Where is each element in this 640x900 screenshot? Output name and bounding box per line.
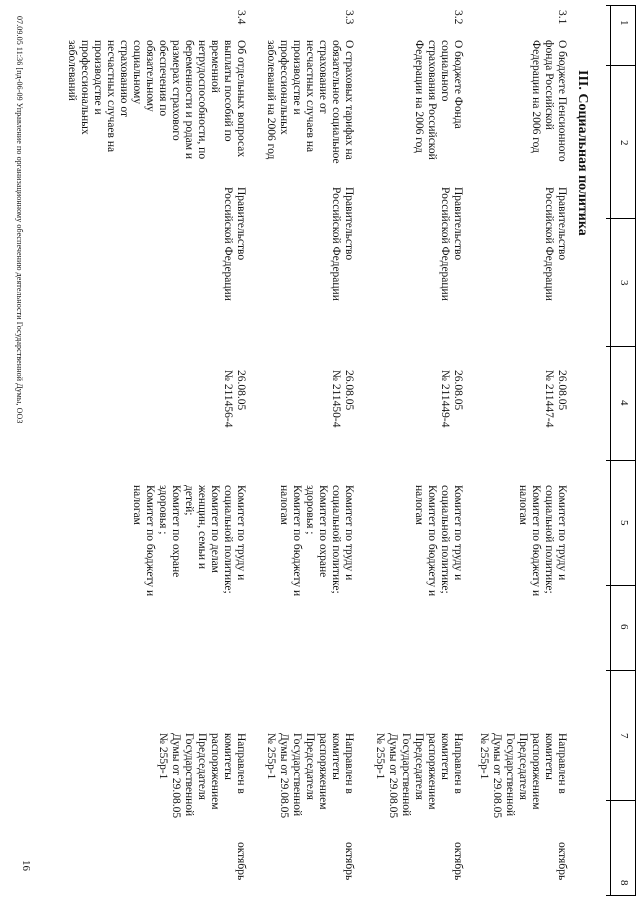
row-committees: Комитет по труду и социальной политике; Комитет по делам женщин, семьи и детей; Комитет по охране здоровья ; Комитет по бюджету и налогам <box>131 485 247 597</box>
row-status: Направлен в комитеты распоряжением Председателя Государственной Думы от 29.08.05 № 255р-1 <box>157 733 247 819</box>
section-title: III. Социальная политика <box>575 70 590 236</box>
row-number: 3.4 <box>235 10 247 25</box>
column-number: 8 <box>618 880 630 886</box>
column-number: 1 <box>618 20 630 26</box>
row-initiator: Правительство Российской Федерации <box>439 187 464 301</box>
header-bottom-line <box>610 5 611 895</box>
column-number: 7 <box>618 733 630 739</box>
row-month: октябрь <box>556 842 568 881</box>
header-divider <box>606 800 636 801</box>
header-divider <box>606 670 636 671</box>
row-status: Направлен в комитеты распоряжением Председателя Государственной Думы от 29.08.05 № 255р-1 <box>265 733 355 819</box>
header-divider <box>606 585 636 586</box>
row-initiator: Правительство Российской Федерации <box>543 187 568 301</box>
row-title: О страховых тарифах на обязательное социальное страхование от несчастных случаев на производстве и профессиональных заболеваний на 2006 год <box>265 40 355 164</box>
column-number: 6 <box>618 624 630 630</box>
column-number: 3 <box>618 280 630 286</box>
row-title: О бюджете Фонда социального страхования Российской Федерации на 2006 год <box>413 40 464 160</box>
header-divider <box>606 895 636 896</box>
column-number: 4 <box>618 400 630 406</box>
header-divider <box>606 218 636 219</box>
page-number: 16 <box>20 860 32 871</box>
column-number: 5 <box>618 520 630 526</box>
row-committees: Комитет по труду и социальной политике; Комитет по охране здоровья ; Комитет по бюджету и налогам <box>278 485 355 597</box>
row-date-number: 26.08.05 № 211456-4 <box>222 370 247 428</box>
row-title: О бюджете Пенсионного фонда Российской Федерации на 2006 год <box>530 40 568 162</box>
column-number: 2 <box>618 140 630 146</box>
header-divider <box>606 346 636 347</box>
row-number: 3.3 <box>343 10 355 25</box>
row-committees: Комитет по труду и социальной политике; Комитет по бюджету и налогам <box>517 485 568 597</box>
row-title: Об отдельных вопросах выплаты пособий по временной нетрудоспособности, по беременности и родам и размерах страхового обеспечения по обязательному социальному страхованию от несчастных случаев на производстве и профессиональных заболеваний <box>66 40 247 160</box>
row-number: 3.1 <box>556 10 568 25</box>
document-footer: 07.09.05 11:36 [пд-06-09 Управление по организационному обеспечению деятельности Государственной Думы, ООЗ <box>15 16 24 424</box>
row-initiator: Правительство Российской Федерации <box>222 187 247 301</box>
row-month: октябрь <box>343 842 355 881</box>
row-month: октябрь <box>235 842 247 881</box>
row-status: Направлен в комитеты распоряжением Председателя Государственной Думы от 29.08.05 № 255р-1 <box>478 733 568 819</box>
row-date-number: 26.08.05 № 211449-4 <box>439 370 464 428</box>
row-status: Направлен в комитеты распоряжением Председателя Государственной Думы от 29.08.05 № 255р-1 <box>374 733 464 819</box>
header-divider <box>606 65 636 66</box>
header-divider <box>606 5 636 6</box>
row-initiator: Правительство Российской Федерации <box>330 187 355 301</box>
row-date-number: 26.08.05 № 211447-4 <box>543 370 568 428</box>
row-number: 3.2 <box>452 10 464 25</box>
header-divider <box>606 460 636 461</box>
row-month: октябрь <box>452 842 464 881</box>
row-committees: Комитет по труду и социальной политике; Комитет по бюджету и налогам <box>413 485 464 597</box>
row-date-number: 26.08.05 № 211450-4 <box>330 370 355 428</box>
header-top-line <box>635 5 636 895</box>
